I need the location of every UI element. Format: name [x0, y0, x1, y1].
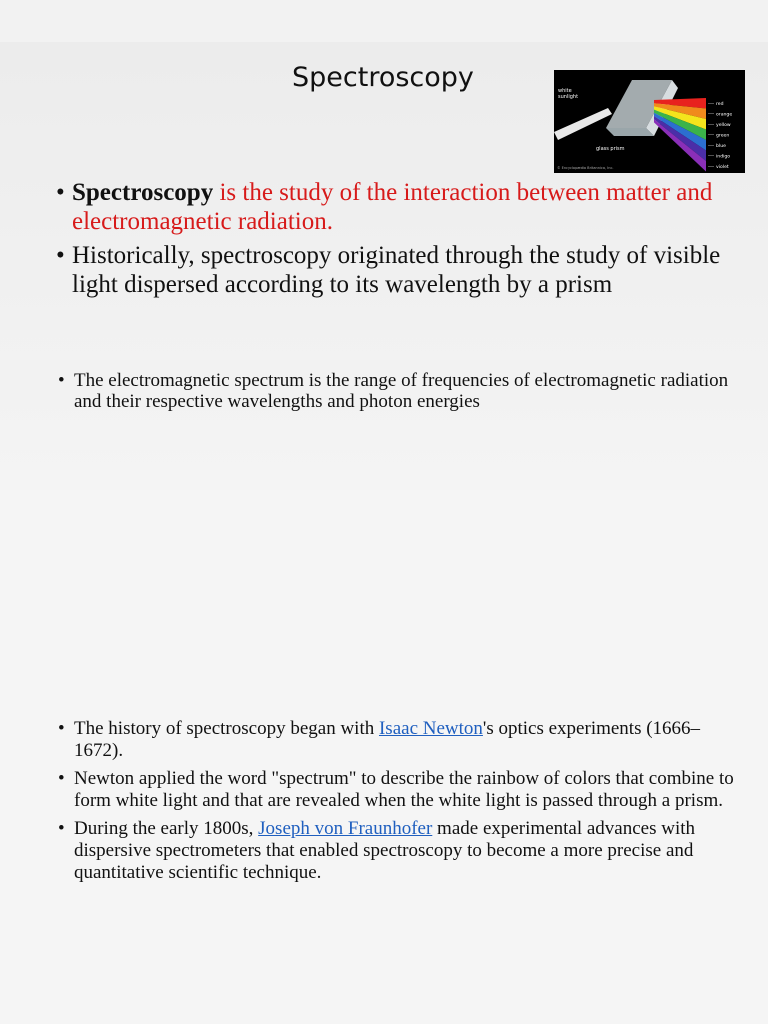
image-credit: © Encyclopædia Britannica, Inc. — [557, 166, 614, 170]
prism-dispersion-image — [554, 70, 745, 173]
spectrum-labels — [708, 101, 732, 170]
label-glass-prism: glass prism — [596, 146, 625, 152]
spectrum-label-orange: orange — [716, 112, 733, 118]
bullet-spectrum-word: • Newton applied the word "spectrum" to describe the rainbow of colors that combine to form white light and that are revealed when the white light is passed through a prism. — [74, 768, 744, 812]
slide-title: Spectroscopy — [292, 62, 474, 93]
fraunhofer-link[interactable]: Joseph von Fraunhofer — [258, 818, 433, 839]
bullet-em-spectrum: • The electromagnetic spectrum is the range of frequencies of electromagnetic radiation and their respective wavelengths and photon energies — [74, 370, 744, 412]
spectrum-label-indigo: indigo — [716, 154, 731, 160]
spectrum-fan — [654, 98, 706, 172]
main-bullet-list — [72, 178, 732, 304]
spectrum-label-green: green — [716, 133, 730, 139]
term-spectroscopy: Spectroscopy — [72, 179, 214, 206]
bullet-fraunhofer — [74, 818, 744, 884]
spectrum-label-blue: blue — [716, 143, 726, 149]
bullet-newton — [74, 718, 744, 762]
secondary-bullet-list — [74, 370, 744, 412]
bullet-history: • Historically, spectroscopy originated through the study of visible light dispersed according to its wavelength by a prism — [72, 241, 732, 299]
spectrum-label-red: red — [716, 101, 724, 107]
prism-base — [606, 128, 654, 136]
bullet-definition — [72, 178, 732, 236]
fraunhofer-text-pre: During the early 1800s, — [74, 818, 259, 839]
white-light-beam — [554, 108, 612, 140]
history-bullet-list — [74, 718, 744, 890]
label-white: white — [558, 88, 572, 94]
spectrum-label-violet: violet — [716, 164, 729, 170]
isaac-newton-link[interactable]: Isaac Newton — [378, 718, 483, 739]
newton-text-pre: The history of spectroscopy began with — [74, 718, 379, 739]
label-sunlight: sunlight — [558, 94, 579, 100]
newton-text-post: 's optics experiments (1666–1672). — [74, 718, 701, 761]
definition-text: is the study of the interaction between matter and electromagnetic radiation. — [72, 179, 713, 235]
fraunhofer-text-post: made experimental advances with dispersive spectrometers that enabled spectroscopy to become a more precise and quantitative scientific technique. — [74, 818, 696, 883]
spectrum-label-yellow: yellow — [716, 122, 731, 128]
